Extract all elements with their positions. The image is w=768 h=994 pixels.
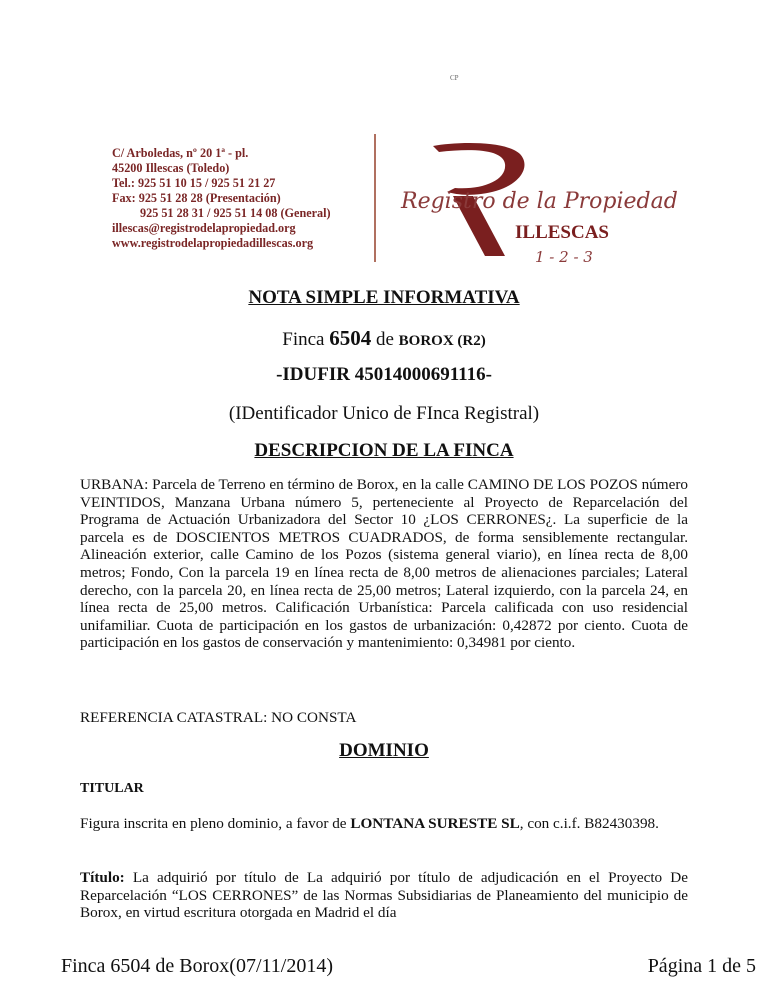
fax-line: Fax: 925 51 28 28 (Presentación) [112,191,281,205]
ownership-prefix: Figura inscrita en pleno dominio, a favor de [80,815,351,832]
ownership-suffix: , con c.i.f. B82430398. [519,815,659,832]
svg-text:Registro de la Propiedad: Registro de la Propiedad [401,189,678,214]
registry-logo [395,138,695,268]
footer-finca-date: Finca 6504 de Borox(07/11/2014) [61,955,334,977]
cadastral-reference: REFERENCIA CATASTRAL: NO CONSTA [80,709,357,726]
finca-location: BOROX (R2) [398,333,486,349]
finca-prefix: Finca [282,329,330,350]
description-paragraph: URBANA: Parcela de Terreno en término de Borox, en la calle CAMINO DE LOS POZOS número VEINTIDOS, Manzana Urbana número 5, perteneciente al Proyecto de Reparcelación del Programa de Actuación Urbanizadora del Sector 10 ¿LOS CERRONES¿. La superficie de la parcela es de DOSCIENTOS METROS CUADRADOS, de forma sensiblemente rectangular. Alineación exterior, calle Camino de los Pozos (sistema general viario), en línea recta de 8,00 metros; Fondo, Con la parcela 19 en línea recta de 8,00 metros de alienaciones parciales; Lateral derecho, con la parcela 20, en línea recta de 25,00 metros; Lateral izquierdo, con la parcela 24, en línea recta de 25,00 metros. Calificación Urbanística: Parcela calificada con uso residencial unifamiliar. Cuota de participación en los gastos de urbanización: 0,42872 por ciento. Cuota de participación en los gastos de conservación y mantenimiento: 0,34981 por ciento. [80,476,688,652]
finca-number: 6504 [329,326,372,350]
section-heading-dominio: DOMINIO [339,740,429,761]
header-divider [374,134,376,262]
svg-text:ILLESCAS: ILLESCAS [515,222,609,243]
phone-line: Tel.: 925 51 10 15 / 925 51 21 27 [112,176,276,190]
address-line: C/ Arboledas, nº 20 1ª - pl. [112,146,249,160]
registry-r-logo-icon [395,138,695,268]
website-line: www.registrodelapropiedadillescas.org [112,236,314,250]
email-line: illescas@registrodelapropiedad.org [112,221,296,235]
ownership-paragraph [80,815,688,833]
idufir-code: -IDUFIR 45014000691116- [276,364,492,385]
title-label: Título: [80,869,125,886]
titular-label: TITULAR [80,781,144,796]
title-text: La adquirió por título de La adquirió por título de adjudicación en el Proyecto De Reparcelación “LOS CERRONES” de las Normas Subsidiarias de Planeamiento del municipio de Borox, en virtud escritura otorgada en Madrid el día [80,869,688,922]
corner-mark: CP [450,74,459,82]
address-line: 45200 Illescas (Toledo) [112,161,230,175]
registry-address-block [112,146,331,251]
finca-de: de [371,329,399,350]
idufir-note: (IDentificador Unico de FInca Registral) [228,403,540,424]
finca-heading [0,326,768,351]
document-title: NOTA SIMPLE INFORMATIVA [248,287,520,308]
section-heading-description: DESCRIPCION DE LA FINCA [254,440,514,461]
owner-name: LONTANA SURESTE SL [350,815,520,832]
svg-text:1 - 2 - 3: 1 - 2 - 3 [535,248,593,266]
fax-line-general: 925 51 28 31 / 925 51 14 08 (General) [140,206,331,220]
title-paragraph [80,869,688,922]
footer-page-number: Página 1 de 5 [647,955,756,977]
